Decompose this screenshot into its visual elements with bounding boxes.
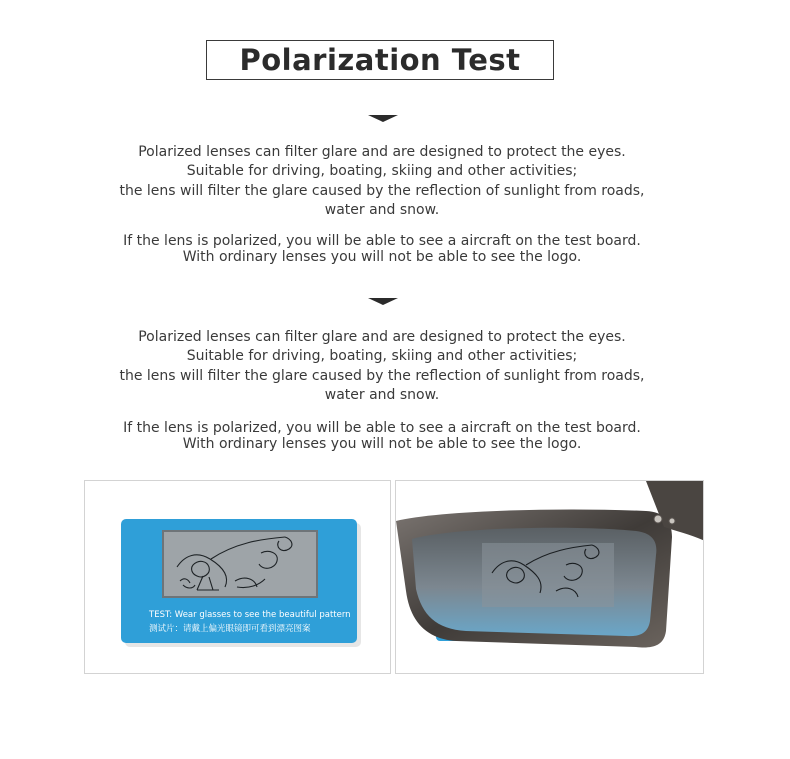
page-title: Polarization Test [239,43,521,77]
instruction-paragraph [80,420,684,452]
test-card-image [85,481,391,674]
down-arrow-icon [368,298,398,305]
text-line: If the lens is polarized, you will be able to see a aircraft on the test board. [123,233,641,249]
instruction-paragraph [80,233,684,265]
text-line: If the lens is polarized, you will be able to see a aircraft on the test board. [123,420,641,436]
text-line: the lens will filter the glare caused by the reflection of sunlight from roads, [119,367,645,384]
test-card-label-cn: 测试片：请戴上偏光眼镜即可看到漂亮图案 [149,624,311,634]
text-line: Suitable for driving, boating, skiing and other activities; [186,163,578,180]
text-line: Polarized lenses can filter glare and are designed to protect the eyes. [138,144,626,160]
text-line: With ordinary lenses you will not be able to see the logo. [182,249,582,265]
title-box [206,40,554,80]
test-card-label-en: TEST: Wear glasses to see the beautiful pattern [149,610,351,620]
description-paragraph [80,143,684,220]
test-card-photo [84,480,391,674]
text-line: water and snow. [324,386,440,403]
description-paragraph [80,328,684,405]
text-line: the lens will filter the glare caused by the reflection of sunlight from roads, [119,182,645,199]
text-line: Suitable for driving, boating, skiing and other activities; [186,348,578,365]
text-line: With ordinary lenses you will not be able to see the logo. [182,436,582,452]
hinge-screw-icon [654,515,662,523]
sunglasses-test-image [396,481,704,674]
sunglasses-test-photo [395,480,704,674]
down-arrow-icon [368,115,398,122]
text-line: Polarized lenses can filter glare and are designed to protect the eyes. [138,329,626,345]
text-line: water and snow. [324,201,440,218]
